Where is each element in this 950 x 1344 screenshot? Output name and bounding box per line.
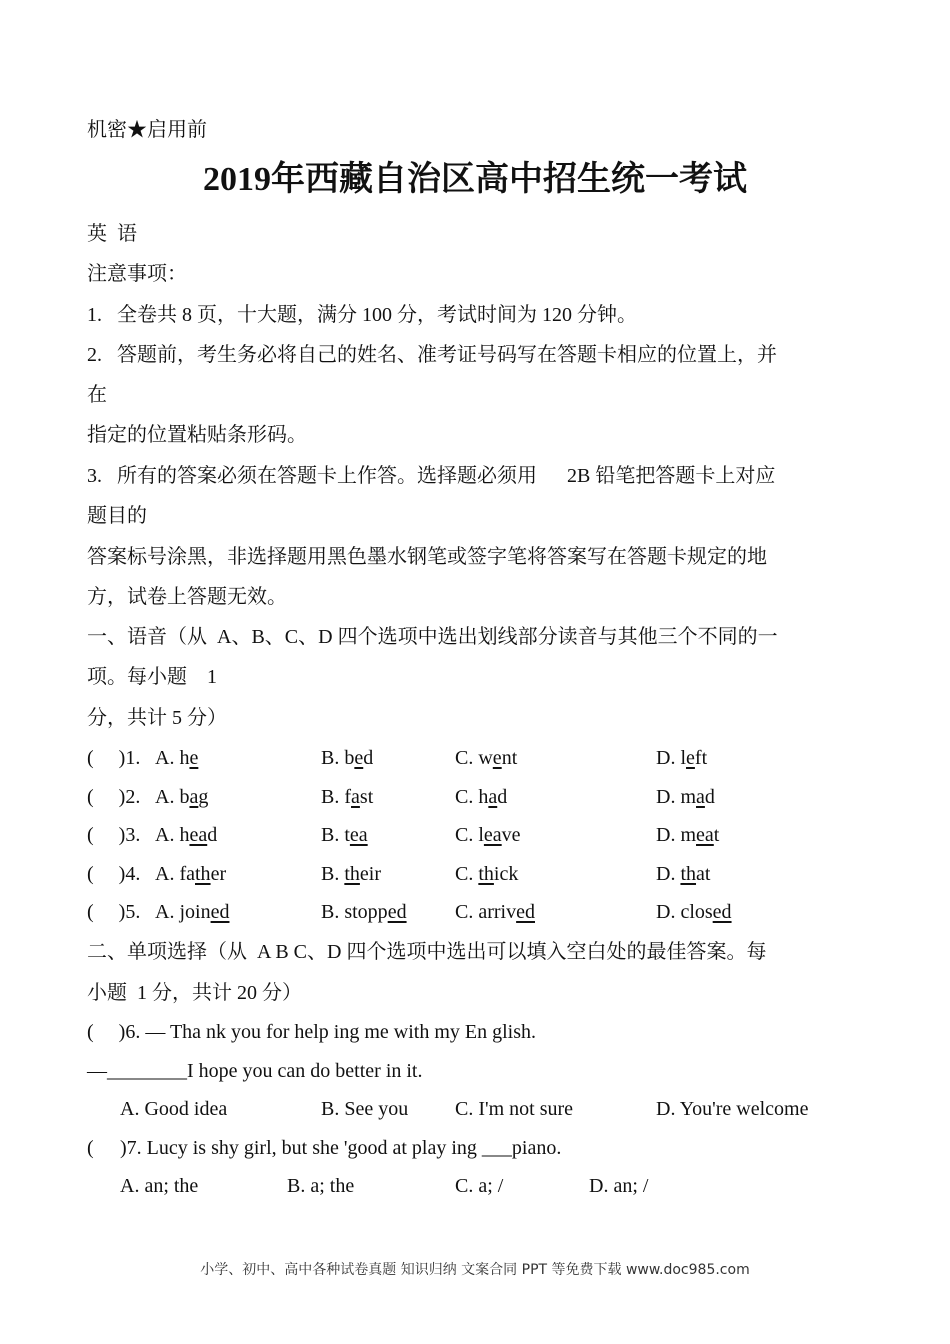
option-text: h (179, 747, 190, 769)
phonics-option (656, 785, 715, 809)
option-text: A. (155, 786, 180, 808)
option-text: h (478, 786, 489, 808)
option-text: h (179, 824, 190, 846)
option-text: w (478, 747, 493, 769)
q6-option-a: A. Good idea (120, 1098, 228, 1120)
option-text: D. (656, 901, 681, 923)
underlined-letters: e (686, 747, 695, 769)
option-text: C. (455, 747, 479, 769)
note-line: 答案标号涂黑，非选择题用黑色墨水钢笔或签字笔将答案写在答题卡规定的地 (87, 546, 767, 568)
option-text: g (198, 786, 209, 808)
option-text: B. (321, 901, 345, 923)
note-line: 2. 答题前，考生务必将自己的姓名、准考证号码写在答题卡相应的位置上，并 (87, 344, 777, 366)
option-text: er (210, 863, 227, 885)
option-text: arriv (478, 901, 517, 923)
phonics-option (656, 900, 732, 924)
phonics-option (155, 785, 208, 809)
option-text: m (680, 786, 697, 808)
option-text: C. (455, 786, 479, 808)
underlined-letters: a (488, 786, 498, 808)
phonics-option (155, 823, 217, 847)
question-7-stem: )7. Lucy is shy girl, but she 'good at play ing ___piano. (120, 1137, 562, 1159)
option-text: m (680, 824, 697, 846)
section2-heading: 小题 1 分，共计 20 分） (87, 982, 302, 1004)
underlined-letters: a (351, 786, 360, 808)
underlined-letters: e (189, 747, 199, 769)
note-line: 题目的 (87, 505, 147, 527)
question-6-reply: —________I hope you can do better in it. (87, 1060, 423, 1082)
underlined-letters: ed (712, 901, 732, 923)
underlined-letters: e (492, 747, 502, 769)
underlined-letters: ea (189, 824, 208, 846)
question-7-paren: ( (87, 1137, 94, 1159)
q7-option-a: A. an; the (120, 1175, 199, 1197)
option-text: D. (656, 863, 681, 885)
option-text: B. (321, 824, 345, 846)
question-prefix: ( )5. (87, 901, 141, 923)
option-text: nt (501, 747, 518, 769)
option-text: eir (359, 863, 381, 885)
option-text: l (478, 824, 484, 846)
note-line: 在 (87, 384, 107, 406)
phonics-option (321, 862, 381, 886)
phonics-option (321, 823, 368, 847)
option-text: A. (155, 824, 180, 846)
phonics-option (656, 746, 707, 770)
underlined-letters: th (344, 863, 360, 885)
underlined-letters: a (189, 786, 199, 808)
phonics-option (455, 823, 521, 847)
phonics-option (321, 785, 373, 809)
option-text: B. (321, 747, 345, 769)
question-prefix: ( )4. (87, 863, 141, 885)
option-text: B. (321, 863, 345, 885)
option-text: st (359, 786, 374, 808)
phonics-option (321, 900, 407, 924)
option-text: l (680, 747, 687, 769)
phonics-option (455, 900, 535, 924)
option-text: stopp (344, 901, 388, 923)
option-text: ft (694, 747, 708, 769)
underlined-letters: ea (349, 824, 368, 846)
underlined-letters: th (478, 863, 494, 885)
underlined-letters: ea (696, 824, 714, 846)
underlined-letters: th (680, 863, 697, 885)
section2-heading: 二、单项选择（从 A B C、D 四个选项中选出可以填入空白处的最佳答案。每 (87, 941, 767, 963)
note-line: 1. 全卷共 8 页，十大题，满分 100 分，考试时间为 120 分钟。 (87, 304, 637, 326)
underlined-letters: e (354, 747, 364, 769)
phonics-option (155, 900, 229, 924)
confidential-label: 机密★启用前 (87, 119, 207, 141)
question-6-stem: ( )6. — Tha nk you for help ing me with my En glish. (87, 1021, 537, 1043)
footer-watermark: 小学、初中、高中各种试卷真题 知识归纳 文案合同 PPT 等免费下载 www.doc985.com (200, 1262, 750, 1278)
option-text: ick (493, 863, 519, 885)
option-text: A. (155, 863, 180, 885)
note-line: 3. 所有的答案必须在答题卡上作答。选择题必须用 2B 铅笔把答题卡上对应 (87, 465, 776, 487)
page-title: 2019年西藏自治区高中招生统一考试 (203, 161, 747, 198)
option-text: fa (179, 863, 195, 885)
option-text: join (179, 901, 211, 923)
phonics-option (321, 746, 373, 770)
option-text: B. (321, 786, 345, 808)
underlined-letters: ed (210, 901, 230, 923)
option-text: d (207, 824, 218, 846)
q7-option-c: C. a; / (455, 1175, 504, 1197)
section1-heading: 项。每小题 1 (87, 666, 217, 688)
option-text: d (497, 786, 508, 808)
option-text: b (344, 747, 355, 769)
option-text: clos (680, 901, 713, 923)
option-text: A. (155, 901, 180, 923)
question-prefix: ( )3. (87, 824, 141, 846)
option-text: C. (455, 863, 479, 885)
option-text: D. (656, 747, 681, 769)
phonics-option (656, 823, 719, 847)
subject-label: 英 语 (87, 223, 137, 245)
option-text: d (363, 747, 374, 769)
option-text: C. (455, 824, 479, 846)
note-line: 指定的位置粘贴条形码。 (87, 424, 307, 446)
underlined-letters: ed (387, 901, 407, 923)
q6-option-d: D. You're welcome (656, 1098, 809, 1120)
phonics-option (455, 746, 517, 770)
phonics-option (455, 862, 518, 886)
question-prefix: ( )1. (87, 747, 141, 769)
underlined-letters: a (696, 786, 705, 808)
option-text: C. (455, 901, 479, 923)
question-prefix: ( )2. (87, 786, 141, 808)
notes-heading: 注意事项： (87, 263, 187, 285)
q7-option-d: D. an; / (589, 1175, 649, 1197)
option-text: d (704, 786, 715, 808)
q6-option-b: B. See you (321, 1098, 409, 1120)
option-text: ve (501, 824, 521, 846)
option-text: at (696, 863, 711, 885)
option-text: b (179, 786, 190, 808)
phonics-option (155, 746, 198, 770)
q6-option-c: C. I'm not sure (455, 1098, 574, 1120)
q7-option-b: B. a; the (287, 1175, 355, 1197)
section1-heading: 分，共计 5 分） (87, 707, 227, 729)
note-line: 方，试卷上答题无效。 (87, 586, 287, 608)
phonics-option (455, 785, 507, 809)
phonics-option (656, 862, 710, 886)
section1-heading: 一、语音（从 A、B、C、D 四个选项中选出划线部分读音与其他三个不同的一 (87, 626, 778, 648)
option-text: D. (656, 824, 681, 846)
underlined-letters: th (195, 863, 211, 885)
phonics-option (155, 862, 226, 886)
underlined-letters: ea (483, 824, 502, 846)
option-text: t (713, 824, 720, 846)
option-text: D. (656, 786, 681, 808)
underlined-letters: ed (516, 901, 535, 923)
option-text: f (344, 786, 352, 808)
option-text: t (344, 824, 350, 846)
option-text: A. (155, 747, 180, 769)
